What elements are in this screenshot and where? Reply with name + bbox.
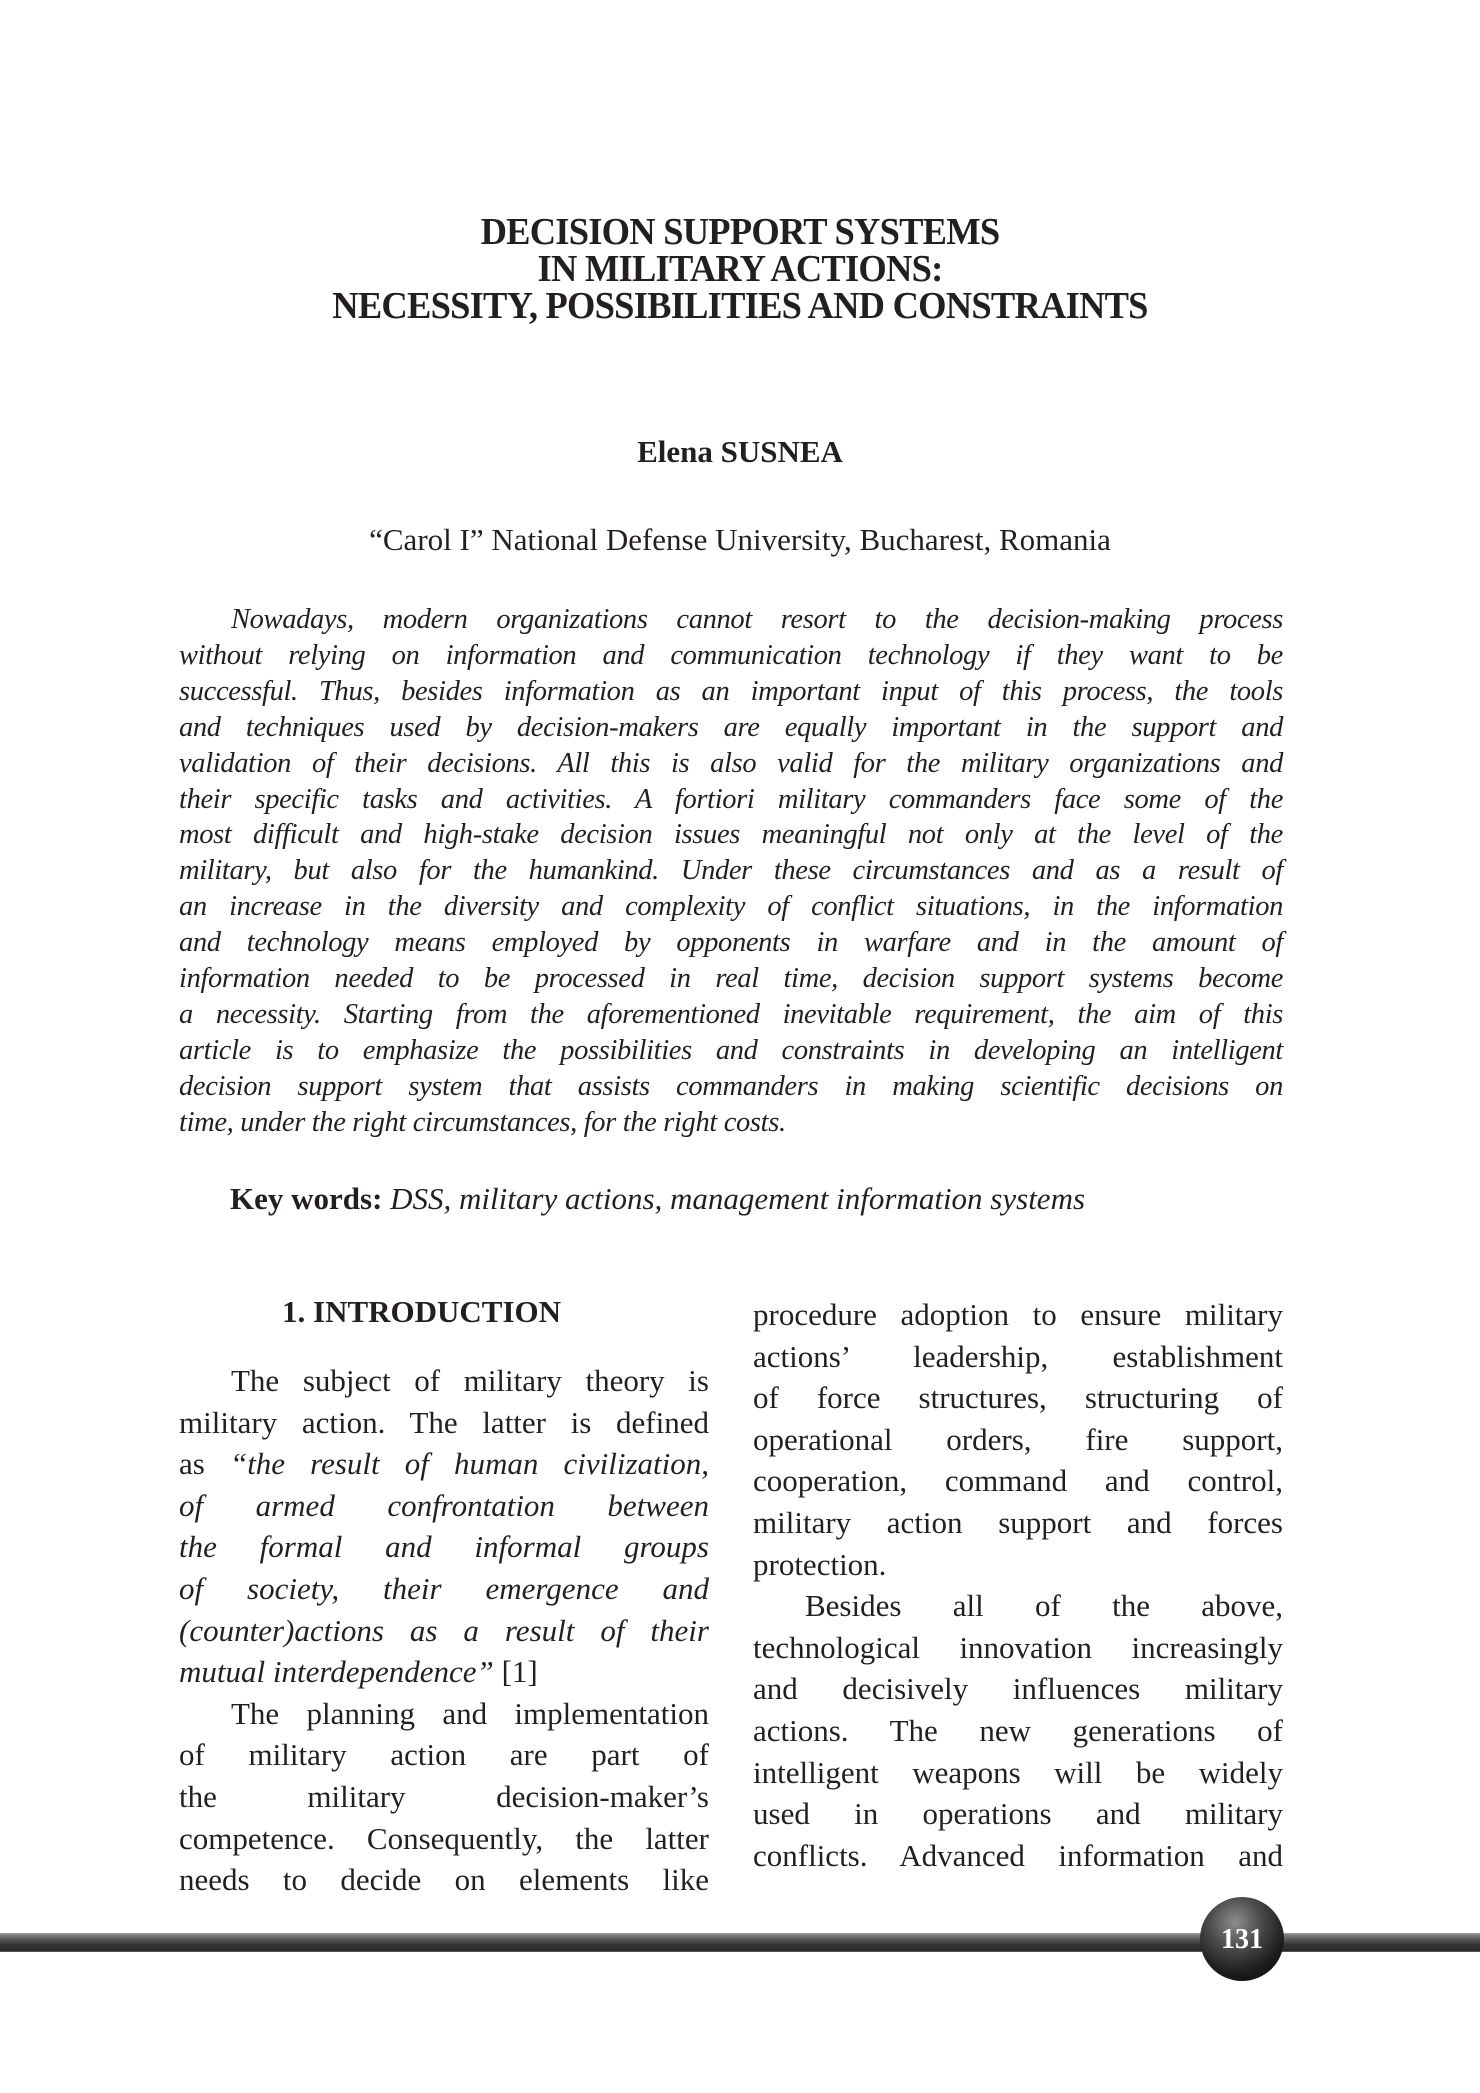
abstract-line: their specific tasks and activities. A fortiori military commanders face some of the — [179, 783, 1283, 815]
body-line: technological innovation increasingly — [753, 1629, 1283, 1665]
page-number: 131 — [1221, 1924, 1263, 1955]
abstract — [179, 602, 1283, 1141]
body-line — [179, 1651, 709, 1693]
section-heading: 1. INTRODUCTION — [282, 1294, 562, 1329]
quotation-line: (counter)actions as a result of their — [179, 1612, 709, 1648]
quotation-line: of society, their emergence and — [179, 1570, 709, 1606]
keywords-label: Key words: — [230, 1181, 383, 1216]
body-line: operational orders, fire support, — [753, 1421, 1283, 1457]
body-line: and decisively influences military — [753, 1671, 1283, 1707]
body-line: military action support and forces — [753, 1504, 1283, 1540]
body-line: competence. Consequently, the latter — [179, 1820, 709, 1856]
author-affiliation: “Carol I” National Defense University, Bucharest, Romania — [369, 522, 1111, 557]
body-line: of force structures, structuring of — [753, 1380, 1283, 1416]
abstract-line: time, under the right circumstances, for the right costs. — [179, 1106, 786, 1138]
abstract-line: successful. Thus, besides information as an important input of this process, the tools — [179, 675, 1283, 707]
citation-reference: [1] — [493, 1654, 538, 1690]
abstract-line: an increase in the diversity and complexity of conflict situations, in the information — [179, 891, 1283, 923]
right-column — [753, 1294, 1283, 1876]
quotation-text: mutual interdependence” — [179, 1654, 494, 1690]
body-line: intelligent weapons will be widely — [753, 1754, 1283, 1790]
body-line: the military decision-maker’s — [179, 1778, 709, 1814]
keywords-list: DSS, military actions, management information systems — [390, 1181, 1086, 1216]
paper-title — [30, 211, 1451, 327]
body-line: procedure adoption to ensure military — [753, 1297, 1283, 1332]
abstract-line: most difficult and high-stake decision issues meaningful not only at the level of the — [179, 819, 1283, 851]
body-line: conflicts. Advanced information and — [753, 1837, 1283, 1873]
quotation-text: “the result of human civilization, — [229, 1446, 710, 1482]
abstract-line: article is to emphasize the possibilities and constraints in developing an intelligent — [179, 1034, 1283, 1066]
author-name: Elena SUSNEA — [637, 434, 843, 469]
abstract-line: and technology means employed by opponents in warfare and in the amount of — [179, 927, 1283, 959]
body-line: The planning and implementation — [231, 1695, 709, 1731]
body-line: The subject of military theory is — [231, 1363, 709, 1398]
abstract-line: information needed to be processed in real time, decision support systems become — [179, 963, 1283, 995]
title-line: IN MILITARY ACTIONS: — [537, 248, 943, 290]
body-line: protection. — [753, 1546, 887, 1582]
body-line: cooperation, command and control, — [753, 1463, 1283, 1499]
quotation-line: of armed confrontation between — [179, 1487, 709, 1523]
body-line: of military action are part of — [179, 1737, 709, 1773]
body-line: needs to decide on elements like — [179, 1862, 709, 1898]
body-line: used in operations and military — [753, 1796, 1283, 1832]
body-line: Besides all of the above, — [805, 1588, 1283, 1624]
title-line: DECISION SUPPORT SYSTEMS — [480, 211, 1000, 253]
abstract-line: and techniques used by decision-makers are equally important in the support and — [179, 711, 1283, 743]
abstract-line: without relying on information and communication technology if they want to be — [179, 639, 1283, 671]
abstract-line: a necessity. Starting from the aforementioned inevitable requirement, the aim of this — [179, 998, 1283, 1030]
left-column — [179, 1290, 709, 1901]
body-line: actions. The new generations of — [753, 1712, 1283, 1748]
body-line: actions’ leadership, establishment — [753, 1338, 1283, 1374]
abstract-line: military, but also for the humankind. Under these circumstances and as a result of — [179, 855, 1283, 887]
body-text: as — [179, 1446, 230, 1482]
abstract-line: decision support system that assists commanders in making scientific decisions on — [179, 1070, 1283, 1102]
body-line: military action. The latter is defined — [179, 1404, 709, 1440]
quotation-line: the formal and informal groups — [179, 1529, 709, 1565]
body-line — [179, 1443, 709, 1485]
title-line: NECESSITY, POSSIBILITIES AND CONSTRAINTS — [332, 285, 1148, 327]
abstract-line: validation of their decisions. All this is also valid for the military organizations and — [179, 747, 1283, 779]
keywords — [230, 1181, 1085, 1217]
page-number-badge — [1200, 1897, 1284, 1981]
abstract-line: Nowadays, modern organizations cannot resort to the decision-making process — [231, 604, 1283, 635]
